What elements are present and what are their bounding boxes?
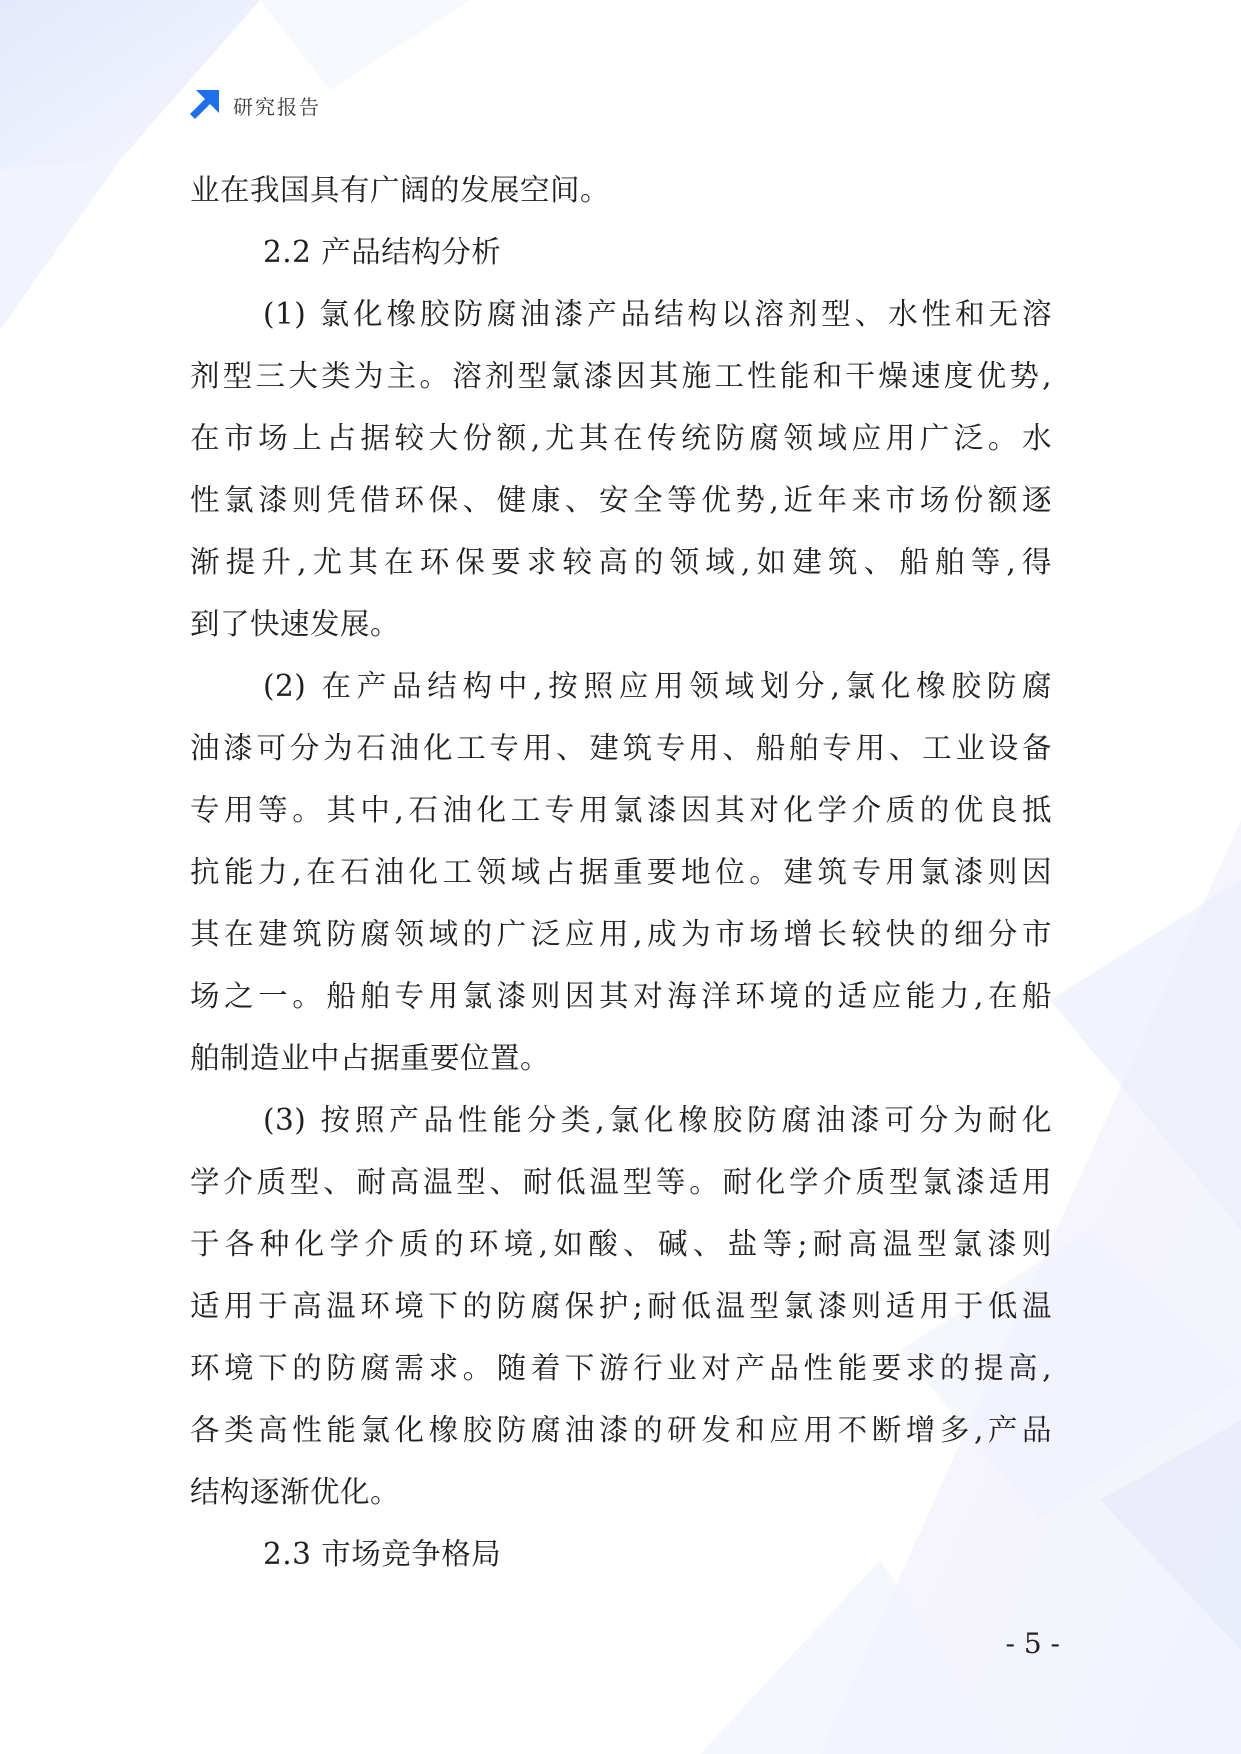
paragraph-line: (1) 氯化橡胶防腐油漆产品结构以溶剂型、水性和无溶: [263, 297, 1052, 331]
paragraph-line: 于各种化学介质的环境,如酸、碱、盐等;耐高温型氯漆则: [190, 1227, 1052, 1261]
paragraph-line: 其在建筑防腐领域的广泛应用,成为市场增长较快的细分市: [190, 917, 1052, 951]
paragraph-line: 业在我国具有广阔的发展空间。: [190, 173, 611, 207]
paragraph-line: 性氯漆则凭借环保、健康、安全等优势,近年来市场份额逐: [190, 483, 1052, 517]
header-title: 研究报告: [233, 94, 321, 119]
report-body: [190, 159, 1052, 1585]
paragraph-line: 抗能力,在石油化工领域占据重要地位。建筑专用氯漆则因: [190, 855, 1052, 889]
arrow-up-right-icon: [187, 88, 221, 122]
paragraph-line: (2) 在产品结构中,按照应用领域划分,氯化橡胶防腐: [263, 669, 1052, 703]
paragraph-line: 场之一。船舶专用氯漆则因其对海洋环境的适应能力,在船: [190, 979, 1052, 1013]
section-heading: 2.3 市场竞争格局: [263, 1537, 502, 1571]
paragraph-line: 学介质型、耐高温型、耐低温型等。耐化学介质型氯漆适用: [190, 1165, 1052, 1199]
paragraph-line: 专用等。其中,石油化工专用氯漆因其对化学介质的优良抵: [190, 793, 1052, 827]
paragraph-line: 适用于高温环境下的防腐保护;耐低温型氯漆则适用于低温: [190, 1289, 1052, 1323]
paragraph-line: (3) 按照产品性能分类,氯化橡胶防腐油漆可分为耐化: [263, 1103, 1052, 1137]
page-header: [187, 88, 321, 122]
paragraph-line: 到了快速发展。: [190, 607, 401, 641]
paragraph-line: 油漆可分为石油化工专用、建筑专用、船舶专用、工业设备: [190, 731, 1052, 765]
paragraph-line: 在市场上占据较大份额,尤其在传统防腐领域应用广泛。水: [190, 421, 1052, 455]
paragraph-line: 环境下的防腐需求。随着下游行业对产品性能要求的提高,: [190, 1351, 1052, 1385]
paragraph-line: 剂型三大类为主。溶剂型氯漆因其施工性能和干燥速度优势,: [190, 359, 1052, 393]
paragraph-line: 结构逐渐优化。: [190, 1475, 401, 1509]
page-number: - 5 -: [1005, 1627, 1060, 1660]
paragraph-line: 舶制造业中占据重要位置。: [190, 1041, 551, 1075]
paragraph-line: 渐提升,尤其在环保要求较高的领域,如建筑、船舶等,得: [190, 545, 1052, 579]
section-heading: 2.2 产品结构分析: [263, 235, 502, 269]
paragraph-line: 各类高性能氯化橡胶防腐油漆的研发和应用不断增多,产品: [190, 1413, 1052, 1447]
